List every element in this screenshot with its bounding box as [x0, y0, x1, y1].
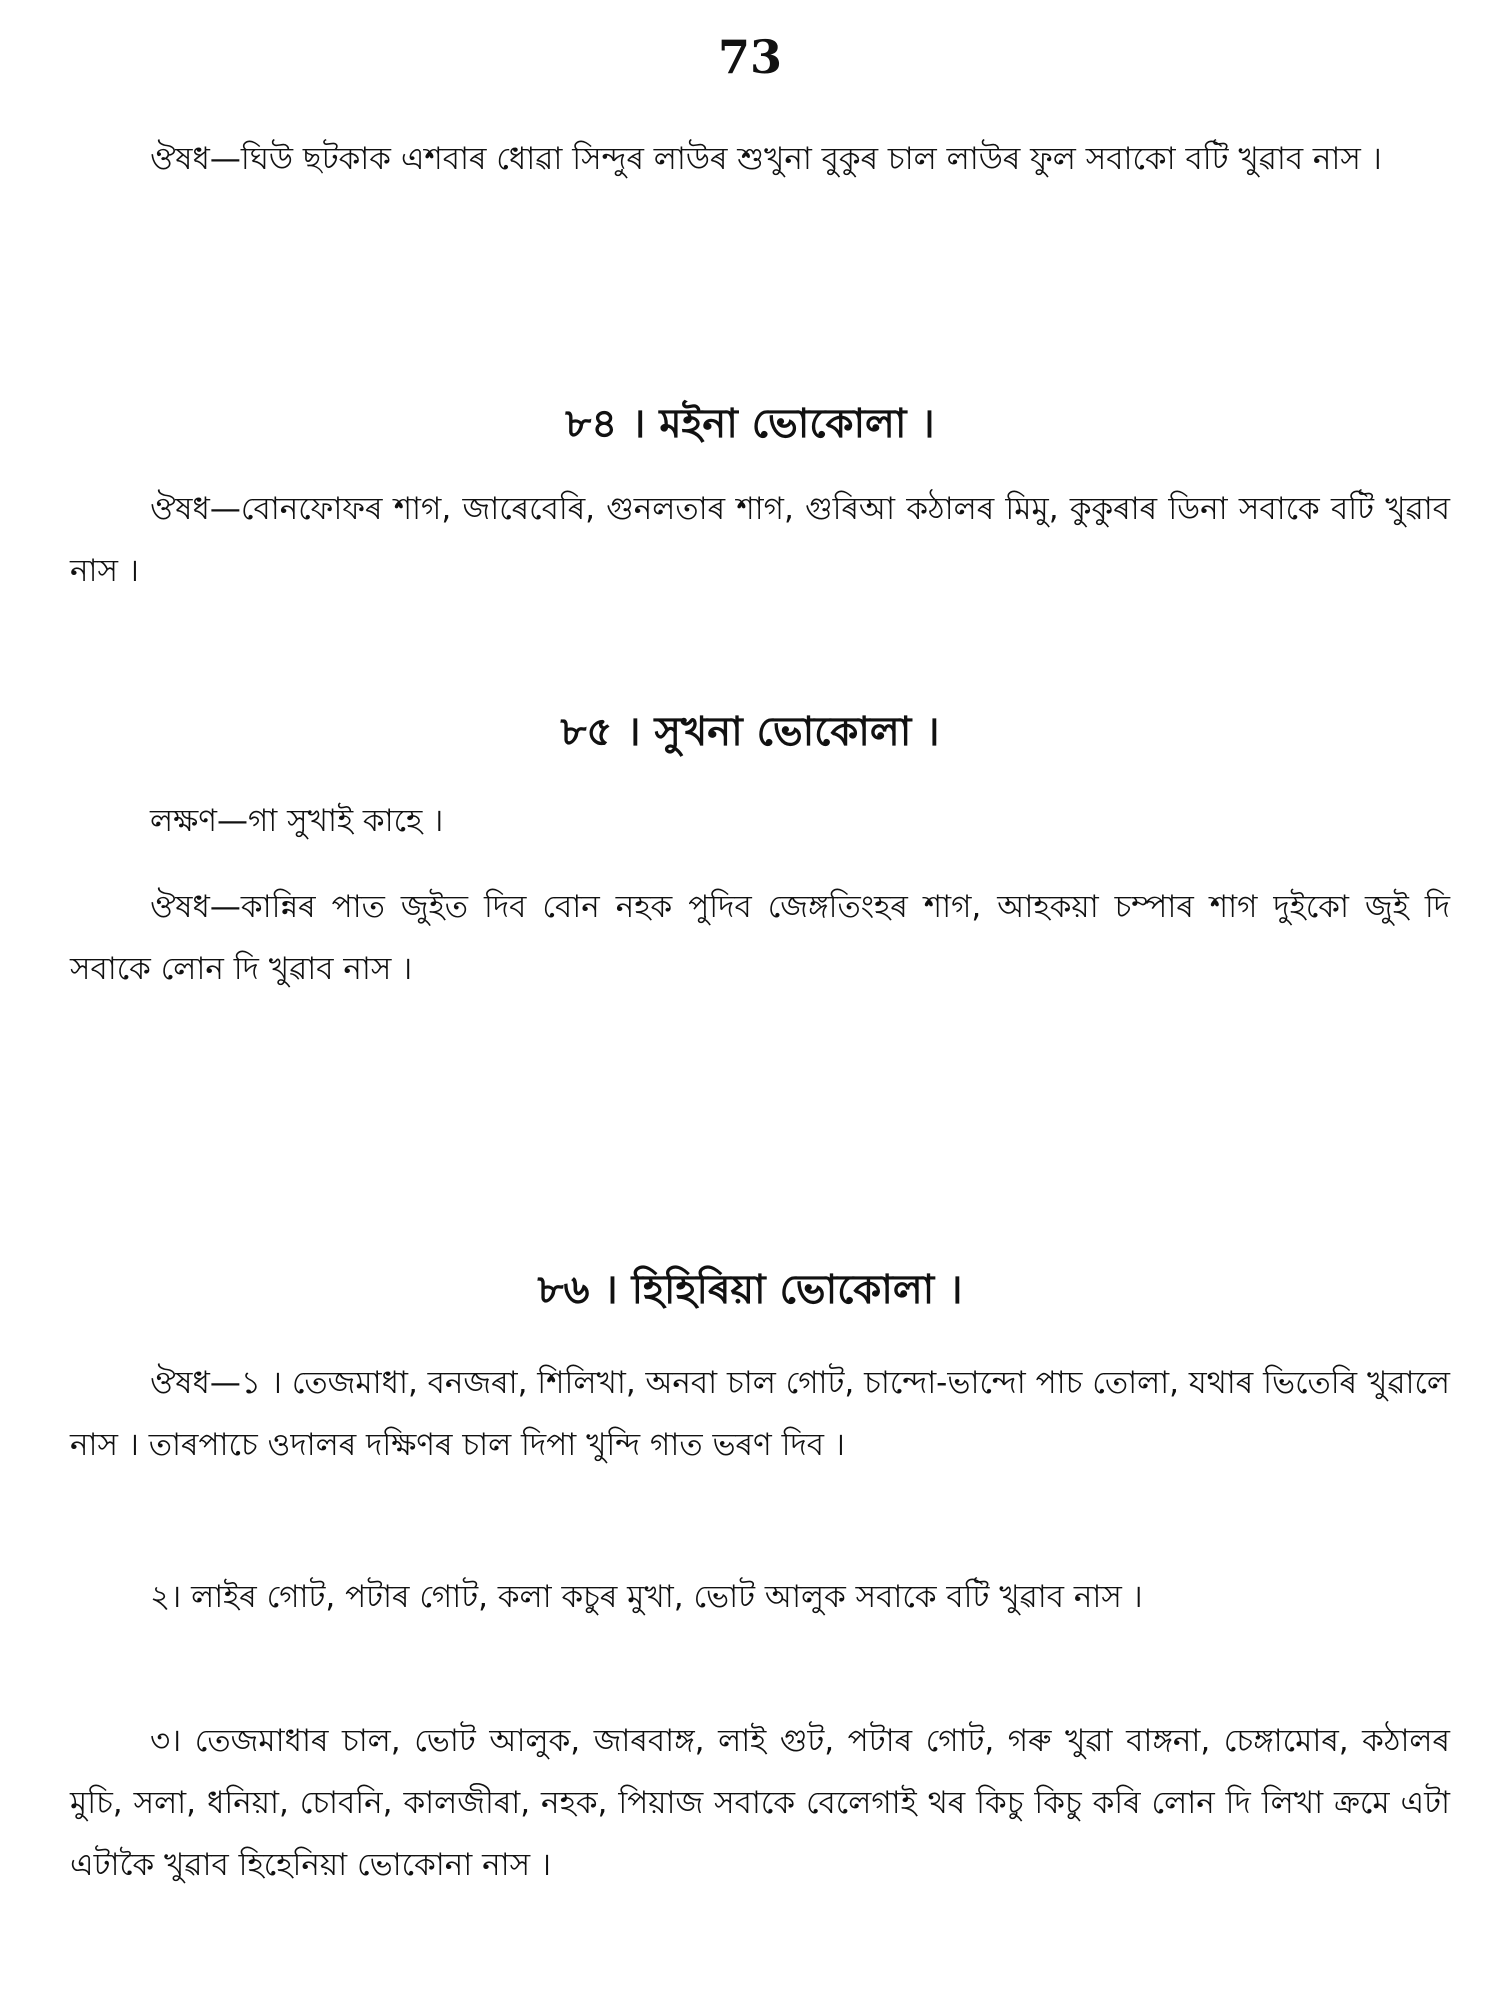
- section-heading-86: ৮৬ । হিহিৰিয়া ভোকোলা ।: [537, 1267, 963, 1313]
- page-number: 73: [717, 30, 782, 84]
- paragraph-remedy-85: ঔষধ—কান্নিৰ পাত জুইত দিব বোন নহক পুদিব জেঙ্গতিংহৰ শাগ, আহকয়া চম্পাৰ শাগ দুইকো জুই দি সবাকে লোন দি খুৱাব নাস ।: [70, 889, 1450, 987]
- section-heading-85: ৮৫ । সুখনা ভোকোলা ।: [560, 709, 940, 755]
- paragraph-remedy-86-1: ঔষধ—১ । তেজমাধা, বনজৰা, শিলিখা, অনবা চাল গোট, চান্দো-ভান্দো পাচ তোলা, যথাৰ ভিতেৰি খুৱালে নাস । তাৰপাচে ওদালৰ দক্ষিণৰ চাল দিপা খুন্দি গাত ভৰণ দিব ।: [70, 1365, 1451, 1463]
- paragraph-remedy-86-2: ২। লাইৰ গোট, পটাৰ গোট, কলা কচুৰ মুখা, ভোট আলুক সবাকে বটি খুৱাব নাস ।: [150, 1579, 1143, 1615]
- section-heading-84: ৮৪ । মইনা ভোকোলা ।: [565, 401, 935, 447]
- paragraph-remedy-86-3: ৩। তেজমাধাৰ চাল, ভোট আলুক, জাৰবাঙ্গ, লাই গুট, পটাৰ গোট, গৰু খুৱা বাঙ্গনা, চেঙ্গামোৰ, কঠালৰ মুচি, সলা, ধনিয়া, চোবনি, কালজীৰা, নহক, পিয়াজ সবাকে বেলেগাই থৰ কিচু কিচু কৰি লোন দি লিখা ক্রমে এটা এটাকৈ খুৱাব হিহেনিয়া ভোকোনা নাস ।: [70, 1723, 1450, 1883]
- paragraph-remedy-84: ঔষধ—বোনফোফৰ শাগ, জাৰেবেৰি, গুনলতাৰ শাগ, গুৰিআ কঠালৰ মিমু, কুকুৰাৰ ডিনা সবাকে বটি খুৱাব নাস ।: [70, 491, 1450, 589]
- paragraph-remedy-83: ঔষধ—ঘিউ ছটকাক এশবাৰ ধোৱা সিন্দুৰ লাউৰ শুখুনা বুকুৰ চাল লাউৰ ফুল সবাকো বটি খুৱাব নাস ।: [150, 141, 1382, 177]
- paragraph-symptom-85: লক্ষণ—গা সুখাই কাহে ।: [150, 803, 444, 839]
